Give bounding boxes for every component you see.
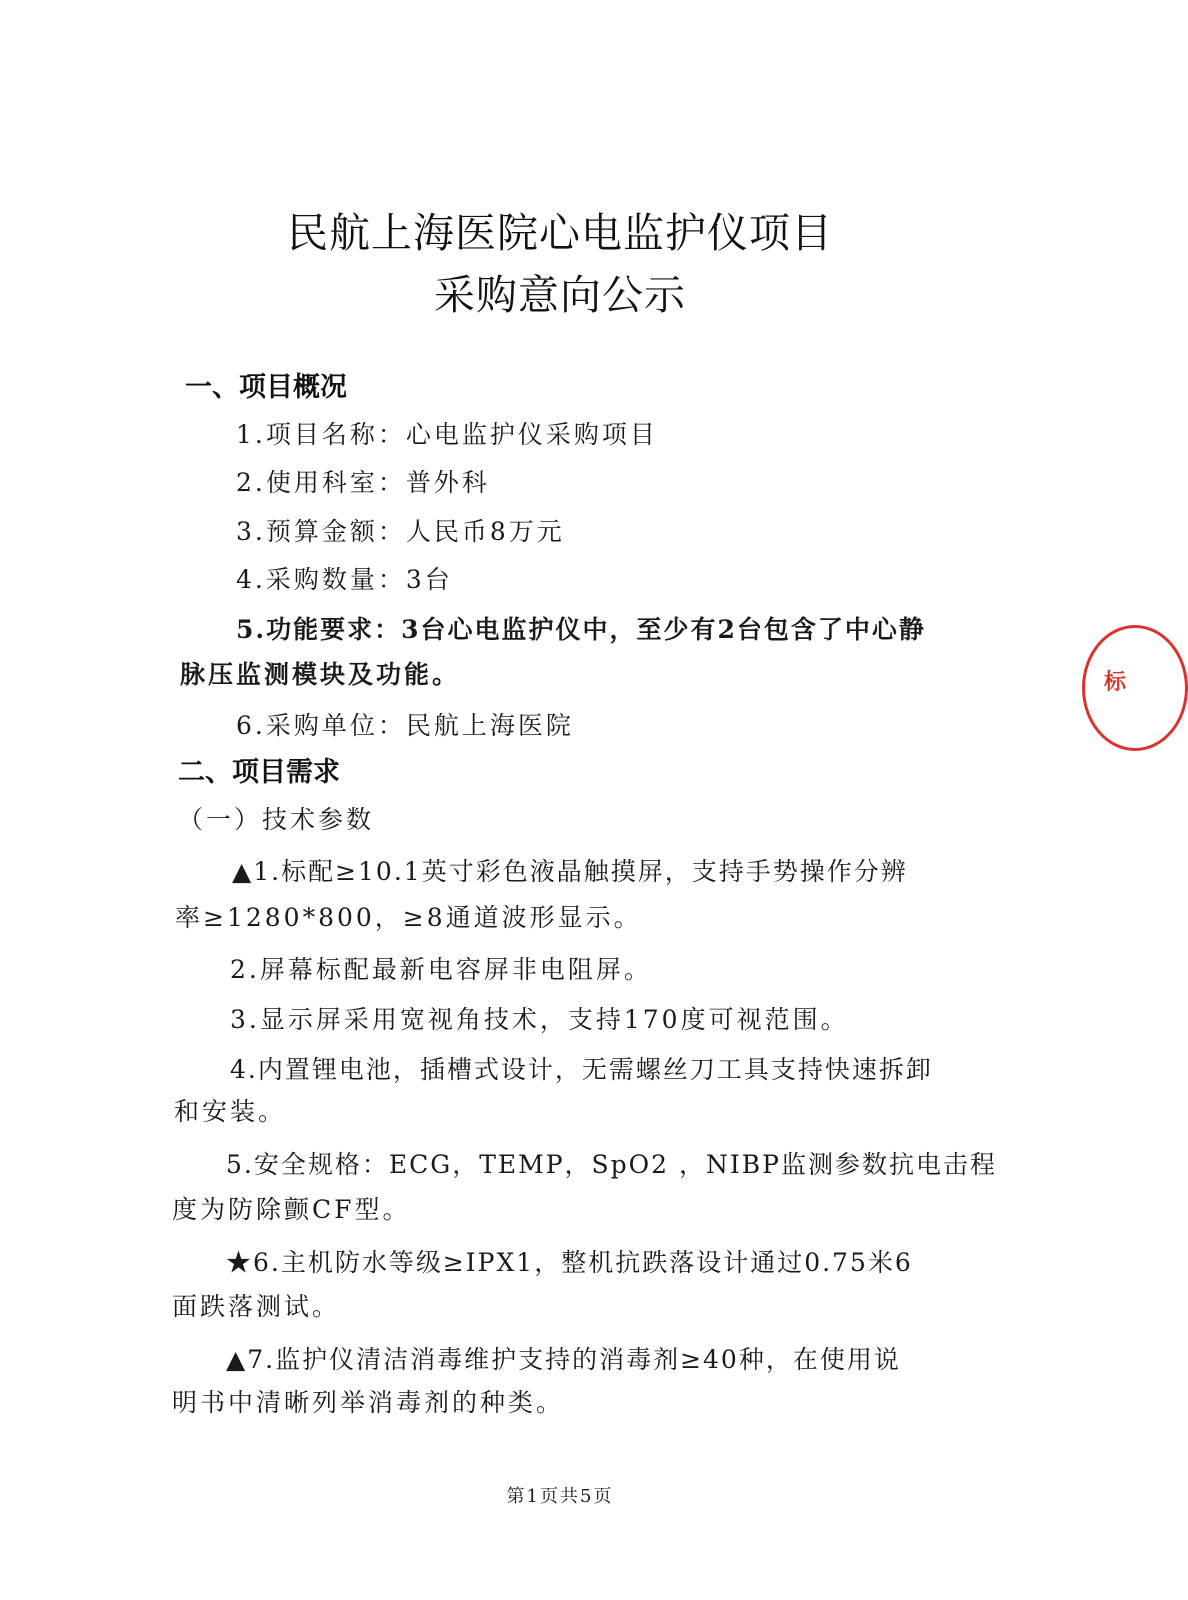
department-line: 2.使用科室：普外科 xyxy=(236,468,490,497)
section-heading-overview: 一、项目概况 xyxy=(185,372,347,403)
quantity-line: 4.采购数量：3台 xyxy=(236,565,453,594)
official-seal xyxy=(1082,625,1188,751)
spec-5-line: 5.安全规格：ECG，TEMP，SpO2 ，NIBP监测参数抗电击程 xyxy=(226,1150,997,1179)
spec-6-continuation: 面跌落测试。 xyxy=(172,1292,341,1321)
spec-2-line: 2.屏幕标配最新电容屏非电阻屏。 xyxy=(230,955,652,984)
page-footer: 第1页共5页 xyxy=(506,1486,614,1507)
spec-1-continuation: 率≥1280*800，≥8通道波形显示。 xyxy=(175,903,642,932)
spec-1-line: ▲1.标配≥10.1英寸彩色液晶触摸屏，支持手势操作分辨 xyxy=(232,857,908,886)
subsection-heading-tech-params: （一）技术参数 xyxy=(178,805,375,834)
spec-4-continuation: 和安装。 xyxy=(174,1097,287,1126)
spec-7-line: ▲7.监护仪清洁消毒维护支持的消毒剂≥40种，在使用说 xyxy=(226,1345,901,1374)
official-seal-text: 标 xyxy=(1104,669,1127,695)
buyer-line: 6.采购单位：民航上海医院 xyxy=(236,711,574,740)
spec-5-continuation: 度为防除颤CF型。 xyxy=(172,1195,411,1224)
document-subtitle: 采购意向公示 xyxy=(434,271,686,319)
section-heading-requirements: 二、项目需求 xyxy=(178,757,340,788)
function-requirement-continuation: 脉压监测模块及功能。 xyxy=(180,660,461,689)
project-name-line: 1.项目名称：心电监护仪采购项目 xyxy=(236,420,658,449)
budget-line: 3.预算金额：人民币8万元 xyxy=(236,517,565,546)
spec-6-line: ★6.主机防水等级≥IPX1，整机抗跌落设计通过0.75米6 xyxy=(226,1248,913,1277)
spec-4-line: 4.内置锂电池，插槽式设计，无需螺丝刀工具支持快速拆卸 xyxy=(230,1055,933,1084)
spec-7-continuation: 明书中清晰列举消毒剂的种类。 xyxy=(172,1388,565,1417)
document-title: 民航上海医院心电监护仪项目 xyxy=(287,209,833,257)
spec-3-line: 3.显示屏采用宽视角技术，支持170度可视范围。 xyxy=(230,1005,849,1034)
function-requirement-line: 5.功能要求：3台心电监护仪中，至少有2台包含了中心静 xyxy=(236,615,926,644)
